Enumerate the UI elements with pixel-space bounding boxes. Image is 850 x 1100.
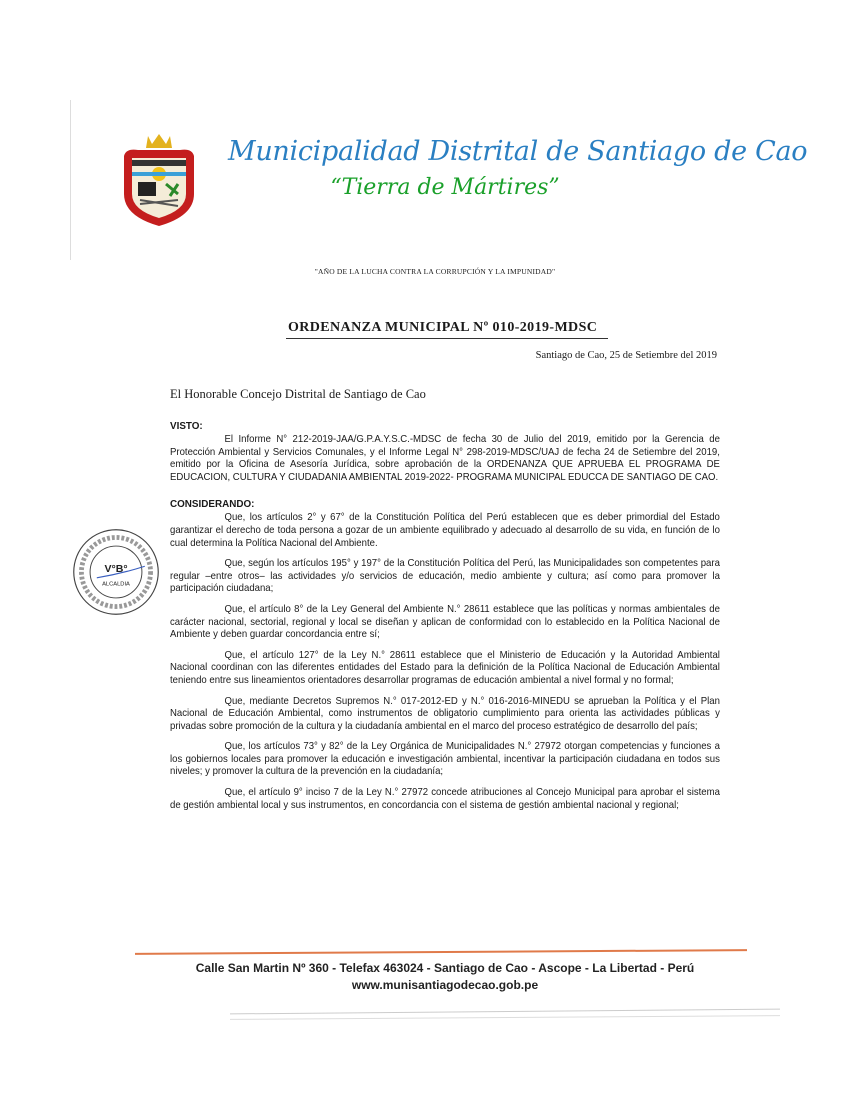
visto-heading: VISTO:: [170, 420, 203, 432]
considerando-paragraph: [170, 787, 720, 812]
visto-paragraph: [170, 434, 720, 484]
considerando-paragraph: [170, 741, 720, 779]
year-motto: "AÑO DE LA LUCHA CONTRA LA CORRUPCIÓN Y LA IMPUNIDAD": [314, 267, 556, 276]
scan-artifact: [230, 1015, 780, 1020]
considerando-paragraph: [170, 604, 720, 642]
stamp-office: ALCALDIA: [102, 581, 130, 588]
ordinance-title: ORDENANZA MUNICIPAL Nº 010-2019-MDSC: [288, 320, 598, 335]
date-line: Santiago de Cao, 25 de Setiembre del 2019: [535, 350, 717, 361]
considerando-paragraph: [170, 650, 720, 688]
council-name: El Honorable Concejo Distrital de Santiago de Cao: [170, 387, 426, 401]
paragraph-text: Que, los artículos 73° y 82° de la Ley Orgánica de Municipalidades N.° 27972 otorgan competencias y funciones a los gobiernos locales para promover la educación e investigación ambiental, incentivar la participación ciudadana en todos sus niveles; y promover la cultura de la prevención en la ciudadanía;: [170, 741, 720, 778]
paragraph-text: Que, el artículo 127° de la Ley N.° 28611 establece que el Ministerio de Educación y la Autoridad Ambiental Nacional coordinan con las diferentes entidades del Estado para la definición de la Política Nacional de Educación Ambiental teniendo entre sus lineamientos orientadores desarrollar programas de educación ambiental a nivel formal y no formal;: [170, 649, 720, 686]
stamp-center: V°B°: [104, 563, 128, 575]
paragraph-text: Que, el artículo 9° inciso 7 de la Ley N.° 27972 concede atribuciones al Concejo Municipal para aprobar el sistema de gestión ambiental local y sus instrumentos, en concordancia con el sistema de gestión ambiental nacional y regional;: [170, 787, 720, 811]
considerando-paragraph: [170, 558, 720, 596]
footer-website: www.munisantiagodecao.gob.pe: [351, 978, 539, 992]
municipality-name: Municipalidad Distrital de Santiago de Cao: [228, 136, 808, 167]
document-body: [170, 420, 720, 820]
paragraph-text: Que, según los artículos 195° y 197° de la Constitución Política del Perú, las Municipalidades son competentes para regular –entre otros– las actividades y/o servicios de educación, medio ambiente y cultura; así como para promover la participación ciudadana;: [170, 558, 720, 595]
paragraph-text: Que, mediante Decretos Supremos N.° 017-2012-ED y N.° 016-2016-MINEDU se aprueban la Política y el Plan Nacional de Educación Ambiental, como instrumentos de obligatorio cumplimiento para orienta las actividades públicas y privadas sobre promoción de la cultura y la ciudadanía ambiental en el marco del proceso estratégico de desarrollo del país;: [170, 695, 720, 732]
paragraph-text: Que, los artículos 2° y 67° de la Constitución Política del Perú establecen que es deber primordial del Estado garantizar el derecho de toda persona a gozar de un ambiente equilibrado y adecuado al desarrollo de su vida, en función de lo cual determina la Política Nacional del Ambiente.: [170, 512, 720, 549]
footer-address: Calle San Martin Nº 360 - Telefax 463024 - Santiago de Cao - Ascope - La Libertad - Perú: [195, 961, 695, 975]
approval-stamp: [68, 527, 164, 617]
footer-divider: [135, 949, 747, 954]
paragraph-text: Que, el artículo 8° de la Ley General del Ambiente N.° 28611 establece que las políticas y normas ambientales de carácter nacional, sectorial, regional y local se diseñan y aplican de conformidad con lo establecido en la Política Nacional de Ambiente y deben guardar concordancia entre sí;: [170, 603, 720, 641]
considerando-heading: CONSIDERANDO:: [170, 498, 255, 511]
considerando-paragraph: [170, 512, 720, 550]
considerando-paragraph: [170, 696, 720, 734]
municipality-motto: “Tierra de Mártires”: [330, 175, 560, 200]
paragraph-text: El Informe N° 212-2019-JAA/G.P.A.Y.S.C.-MDSC de fecha 30 de Julio del 2019, emitido por la Gerencia de Protección Ambiental y Servicios Comunales, y el Informe Legal N° 298-2019-MDSC/UAJ de fecha 24 de Setiembre del 2019, emitido por la Oficina de Asesoría Jurídica, sobre aprobación de la ORDENANZA QUE APRUEBA EL PROGRAMA DE EDUCACION, CULTURA Y CIUDADANIA AMBIENTAL 2019-2022- PROGRAMA MUNICIPAL EDUCCA DE SANTIAGO DE CAO.: [170, 434, 720, 483]
title-underline: [286, 338, 608, 339]
scan-artifact: [230, 1009, 780, 1015]
